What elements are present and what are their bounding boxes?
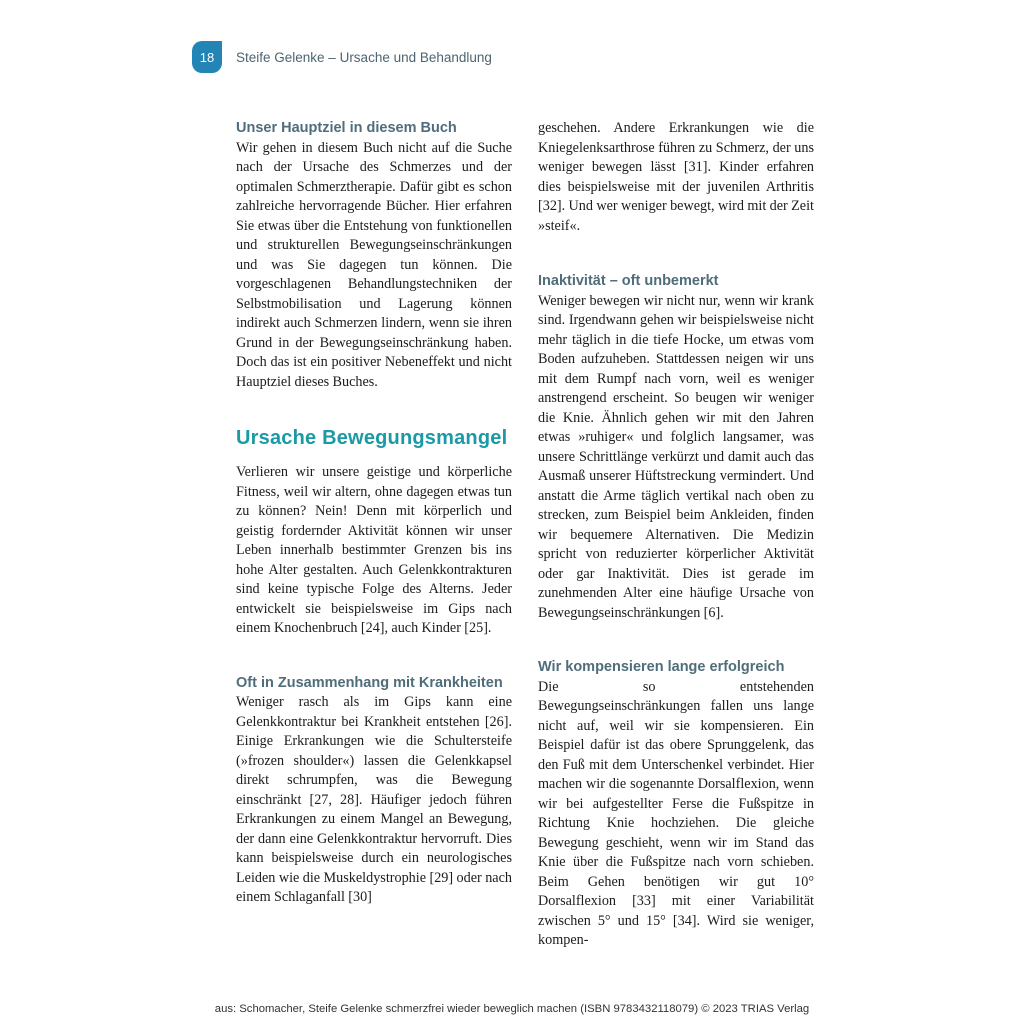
section-title-inaktivitaet: Inaktivität – oft unbemerkt [538, 273, 719, 289]
section-title-hauptziel: Unser Hauptziel in diesem Buch [236, 120, 457, 136]
chapter-heading: Ursache Bewegungsmangel [236, 427, 508, 450]
section-text-kompensieren: Die so entstehenden Bewegungseinschränkungen fallen uns lange nicht auf, weil wir sie kompensieren. Ein Beispiel dafür ist das obere Sprunggelenk, das den Fuß mit dem Unterschenkel verbindet. Hier machen wir die sogenannte Dorsalflexion, wenn wir bei aufgestellter Ferse die Fußspitze in Richtung Knie hochziehen. Die gleiche Bewegung geschieht, wenn wir im Stand das Knie über die Fußspitze nach vorn schieben. Beim Gehen benötigen wir gut 10° Dorsalflexion [33] mit einer Variabilität zwischen 5° und 15° [34]. Wird sie weniger, kompen- [538, 678, 814, 949]
chapter-text: Verlieren wir unsere geistige und körperliche Fitness, weil wir altern, ohne dagegen etwas tun zu können? Nein! Denn mit körperlich und geistig fordernder Aktivität können wir unser Leben innerhalb bestimmter Grenzen bis ins hohe Alter gestalten. Auch Gelenkkontrakturen sind keine typische Folge des Alterns. Jeder entwickelt sie beispielsweise im Gips nach einem Knochenbruch [24], auch Kinder [25]. [236, 464, 512, 637]
running-head: Steife Gelenke – Ursache und Behandlung [236, 49, 492, 65]
left-column [236, 119, 512, 908]
section-title-kompensieren: Wir kompensieren lange erfolgreich [538, 659, 785, 676]
page-header [192, 41, 492, 73]
footer-citation: aus: Schomacher, Steife Gelenke schmerzfrei wieder beweglich machen (ISBN 9783432118079) © 2023 TRIAS Verlag [214, 1003, 810, 1015]
page-number-badge: 18 [192, 41, 222, 73]
continuation-text: geschehen. Andere Erkrankungen wie die Kniegelenksarthrose führen zu Schmerz, der uns weniger bewegen lässt [31]. Kinder erfahren dies beispielsweise mit der juvenilen Arthritis [32]. Und wer weniger bewegt, wird mit der Zeit »steif«. [538, 120, 814, 234]
section-text-inaktivitaet: Weniger bewegen wir nicht nur, wenn wir krank sind. Irgendwann gehen wir beispielsweise nicht mehr täglich in die tiefe Hocke, um etwas vom Boden aufzuheben. Stattdessen neigen wir uns mit dem Rumpf nach vorn, weil es weniger anstrengend erscheint. So beugen wir weniger die Knie. Ähnlich gehen wir mit den Jahren etwas »ruhiger« und folglich langsamer, was unsere Schrittlänge verkürzt und damit auch das Ausmaß unserer Hüftstreckung vermindert. Und anstatt die Arme täglich vertikal nach oben zu strecken, zum Beispiel beim Ankleiden, finden wir bequemere Alternativen. Die Medizin spricht von reduzierter körperlicher Aktivität oder gar Inaktivität. Dies ist gerade im zunehmenden Alter eine häufige Ursache von Bewegungseinschränkungen [6]. [538, 292, 814, 621]
section-title-krankheiten: Oft in Zusammenhang mit Krankheiten [236, 674, 503, 691]
section-text-krankheiten: Weniger rasch als im Gips kann eine Gelenkkontraktur bei Krankheit entstehen [26]. Einige Erkrankungen wie die Schultersteife (»frozen shoulder«) lassen die Gelenkkapsel direkt schrumpfen, was die Bewegung einschränkt [27, 28]. Häufiger jedoch führen Erkrankungen zu einem Mangel an Bewegung, der dann eine Gelenkkontraktur hervorruft. Dies kann beispielsweise durch ein neurologisches Leiden wie die Muskeldystrophie [29] oder nach einem Schlaganfall [30] [236, 694, 512, 906]
section-text-hauptziel: Wir gehen in diesem Buch nicht auf die Suche nach der Ursache des Schmerzes und der optimalen Schmerztherapie. Dafür gibt es schon zahlreiche hervorragende Bücher. Hier erfahren Sie etwas über die Entstehung von funktionellen und strukturellen Bewegungseinschränkungen und was Sie dagegen tun können. Die vorgeschlagenen Behandlungstechniken der Selbstmobilisation und Lagerung können indirekt auch Schmerzen lindern, wenn sie ihren Grund in der Bewegungseinschränkung haben. Doch das ist ein positiver Nebeneffekt und nicht Hauptziel dieses Buches. [236, 139, 512, 390]
right-column [538, 119, 814, 951]
